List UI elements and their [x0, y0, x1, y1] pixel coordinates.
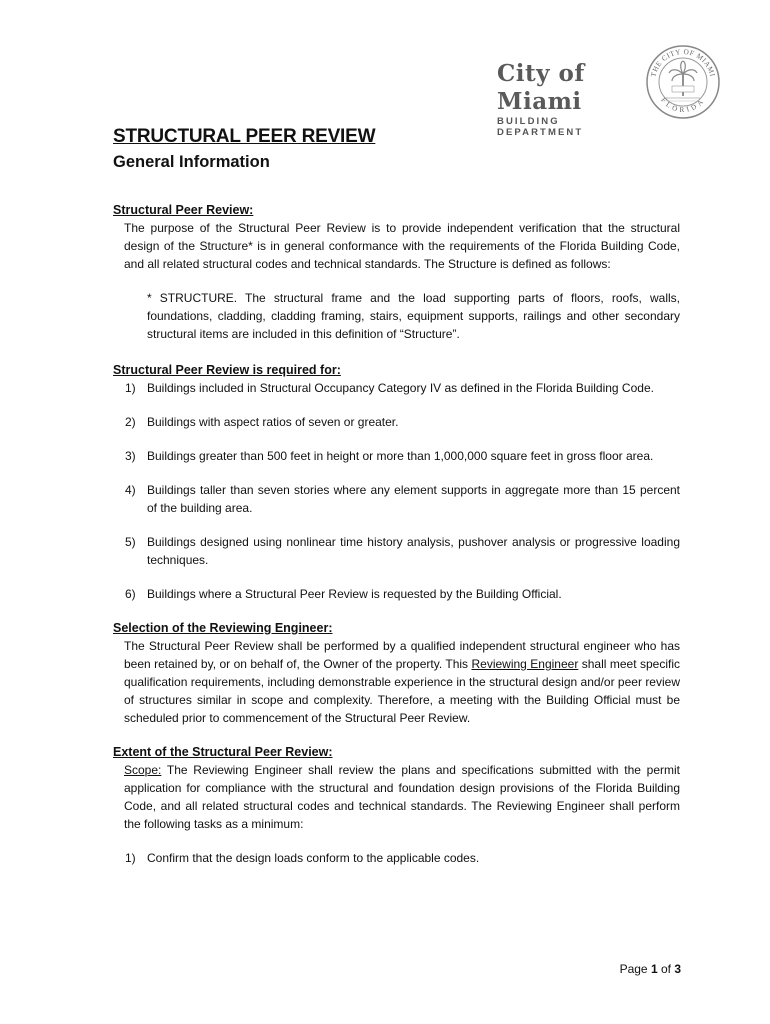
section-structural-peer-review: [113, 201, 680, 343]
seal-top-text: THE CITY OF MIAMI: [649, 47, 717, 78]
reviewing-engineer-term: Reviewing Engineer: [471, 657, 579, 671]
svg-text:FLORIDA: [659, 96, 707, 114]
list-item: 6) Buildings where a Structural Peer Review is requested by the Building Official.: [125, 587, 562, 601]
document-body: [113, 201, 680, 867]
list-item: 5) Buildings designed using nonlinear time history analysis, pushover analysis or progressive loading techniques.: [125, 535, 680, 567]
page-number: Page 1 of 3: [619, 962, 681, 976]
city-seal-icon: [645, 44, 721, 120]
scope-label: Scope:: [124, 763, 162, 777]
list-item: 1) Confirm that the design loads conform to the applicable codes.: [125, 851, 480, 865]
section-heading: Extent of the Structural Peer Review:: [113, 745, 333, 759]
seal-bottom-text: FLORIDA: [659, 96, 707, 115]
page-subtitle: General Information: [113, 153, 270, 171]
section-extent: [113, 743, 680, 867]
section-paragraph: The Structural Peer Review shall be performed by a qualified independent structural engineer who has been retained by, or on behalf of, the Owner of the property. This Reviewing Engineer shall meet specific qualification requirements, including demonstrable experience in the structural design and/or peer review of structures similar in scope and complexity. Therefore, a meeting with the Building Official must be scheduled prior to commencement of the Structural Peer Review.: [124, 639, 680, 725]
section-required-for: [113, 361, 680, 603]
structure-definition-note: * STRUCTURE. The structural frame and the load supporting parts of floors, roofs, walls, foundations, cladding, cladding framing, stairs, equipment supports, railings and other secondary structural items are included in this definition of “Structure”.: [147, 291, 680, 341]
list-item: 2) Buildings with aspect ratios of seven or greater.: [125, 415, 399, 429]
section-reviewing-engineer: [113, 619, 680, 727]
list-item: 4) Buildings taller than seven stories where any element supports in aggregate more than 15 percent of the building area.: [125, 483, 680, 515]
logo-department: BUILDING DEPARTMENT: [497, 116, 584, 138]
section-paragraph: The purpose of the Structural Peer Review is to provide independent verification that the structural design of the Structure* is in general conformance with the requirements of the Florida Building Code, and all related structural codes and technical standards. The Structure is defined as follows:: [124, 221, 680, 271]
list-item: 1) Buildings included in Structural Occupancy Category IV as defined in the Florida Building Code.: [125, 381, 654, 395]
city-logo: [497, 60, 647, 138]
page-title: STRUCTURAL PEER REVIEW: [113, 126, 376, 147]
section-heading: Structural Peer Review:: [113, 203, 254, 217]
section-heading: Structural Peer Review is required for:: [113, 363, 341, 377]
logo-city-name: City of Miami: [497, 60, 585, 115]
list-item: 3) Buildings greater than 500 feet in height or more than 1,000,000 square feet in gross floor area.: [125, 449, 654, 463]
tasks-list: [113, 849, 680, 867]
section-heading: Selection of the Reviewing Engineer:: [113, 621, 333, 635]
scope-paragraph: Scope: The Reviewing Engineer shall review the plans and specifications submitted with the permit application for compliance with the structural and foundation design provisions of the Florida Building Code, and all related structural codes and technical standards. The Reviewing Engineer shall perform the following tasks as a minimum:: [124, 763, 680, 831]
requirements-list: [113, 379, 680, 603]
